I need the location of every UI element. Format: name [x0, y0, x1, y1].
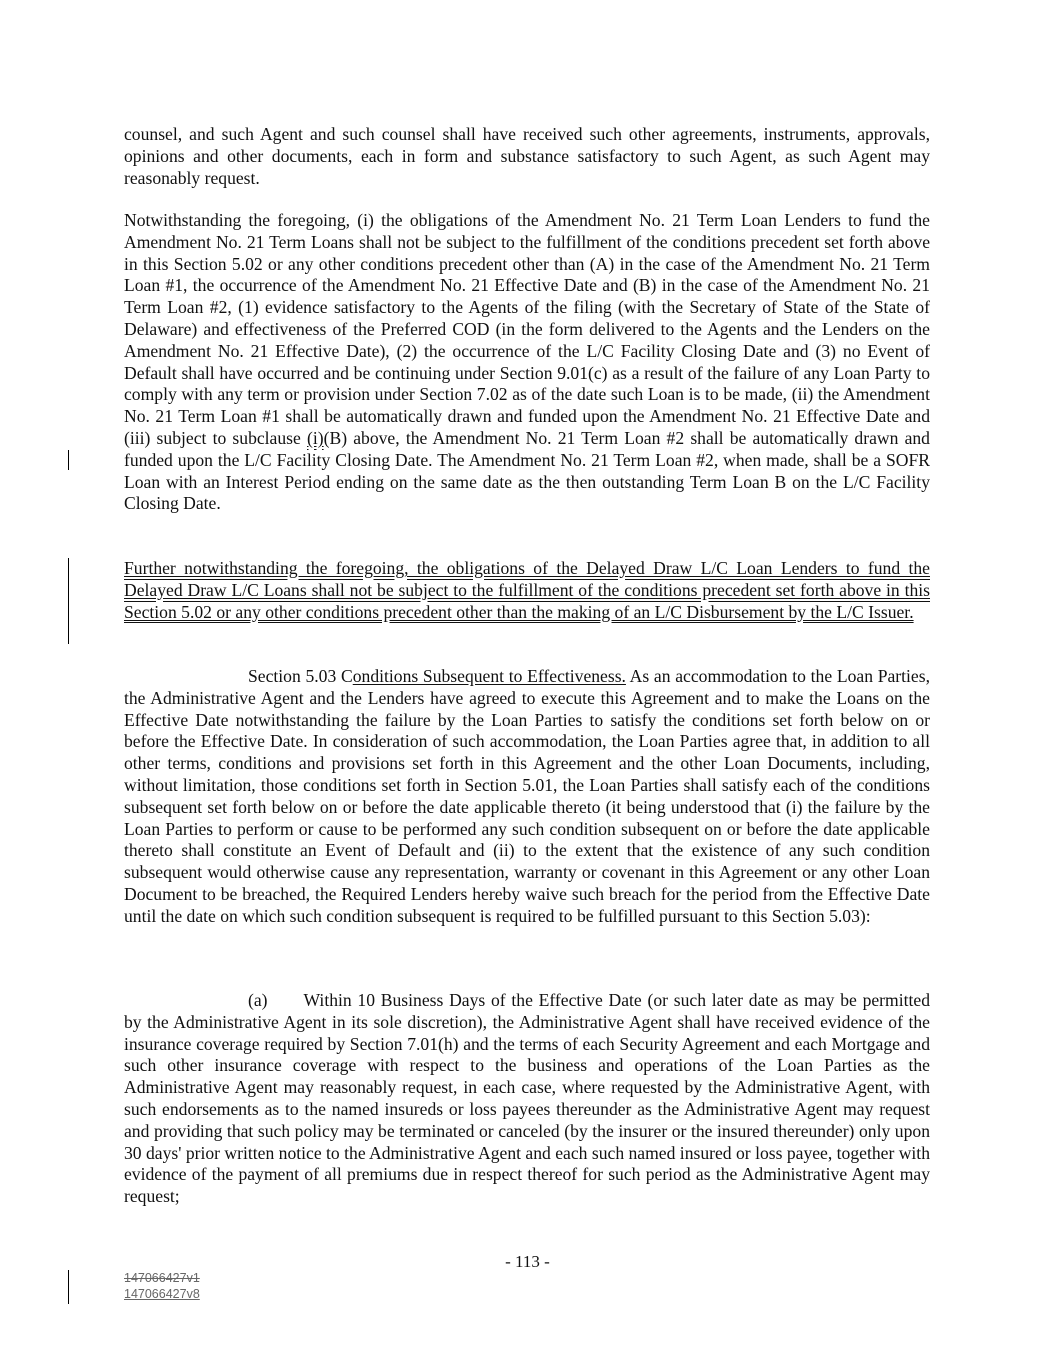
- doc-id-inserted: 147066427v8: [124, 1287, 200, 1301]
- clause-a-paragraph: [124, 990, 930, 1208]
- paragraph-counsel-continuation: counsel, and such Agent and such counsel shall have received such other agreements, instruments, approvals, opinions and other documents, each in form and substance satisfactory to such Agent, as such Agent may reasonably request.: [124, 124, 930, 188]
- paragraph-notwithstanding-part-a: Notwithstanding the foregoing, (i) the obligations of the Amendment No. 21 Term Loan Lenders to fund the Amendment No. 21 Term Loans shall not be subject to the fulfillment of the conditions precedent set forth above in this Section 5.02 or any other conditions precedent other than (A) in the case of the Amendment No. 21 Term Loan #1, the occurrence of the Amendment No. 21 Effective Date and (B) in the case of the Amendment No. 21 Term Loan #2, (1) evidence satisfactory to the Agents of the filing (with the Secretary of State of the State of Delaware) and effectiveness of the Preferred COD (in the form delivered to the Agents and the Lenders on the Amendment No. 21 Effective Date), (2) the occurrence of the L/C Facility Closing Date and (3) no Event of Default shall have occurred and be continuing under Section 9.01(c) as a result of the failure of any Loan Party to comply with any term or provision under Section 7.02 as of the date such Loan is to be made, (ii) the Amendment No. 21 Term Loan #1 shall be automatically drawn and funded upon the Amendment No. 21 Effective Date and (iii) subject to subclause: [124, 210, 930, 448]
- clause-a-text: Within 10 Business Days of the Effective Date (or such later date as may be permitted by the Administrative Agent in its sole discretion), the Administrative Agent shall have received evidence of the insurance coverage required by Section 7.01(h) and the terms of each Security Agreement and each Mortgage and such other insurance coverage with respect to the business and operations of the Loan Parties as the Administrative Agent may reasonably request, in each case, where requested by the Administrative Agent, with such endorsements as to the named insureds or loss payees thereunder as the Administrative Agent may request and providing that such policy may be terminated or canceled (by the insurer or the insured thereunder) only upon 30 days' prior written notice to the Administrative Agent and each such named insured or loss payee, together with evidence of the payment of all premiums due in respect thereof for such period as the Administrative Agent may request;: [124, 990, 930, 1207]
- section-5-03-text: As an accommodation to the Loan Parties, the Administrative Agent and the Lenders have agreed to execute this Agreement and to make the Loans on the Effective Date notwithstanding the failure by the Loan Parties to satisfy the conditions set forth below on or before the Effective Date. In consideration of such accommodation, the Loan Parties agree that, in addition to all other terms, conditions and provisions set forth in this Agreement and the other Loan Documents, including, without limitation, those conditions set forth in Section 5.01, the Loan Parties shall satisfy each of the conditions subsequent set forth below on or before the date applicable thereto (it being understood that (i) the failure by the Loan Parties to perform or cause to be performed any such condition subsequent on or before the date applicable thereto shall constitute an Event of Default and (ii) to the extent that the existence of any such condition subsequent would otherwise cause any representation, warranty or covenant in this Agreement or any other Loan Document to be breached, the Required Lenders hereby waive such breach for the period from the Effective Date until the date on which such condition subsequent is required to be fulfilled pursuant to this Section 5.03):: [124, 666, 930, 926]
- paragraph-notwithstanding-part-b: (B) above, the Amendment No. 21 Term Loan #2 shall be automatically drawn and funded upon the L/C Facility Closing Date. The Amendment No. 21 Term Loan #2, when made, shall be a SOFR Loan with an Interest Period ending on the same date as the then outstanding Term Loan B on the L/C Facility Closing Date.: [124, 427, 930, 514]
- section-heading: onditions Subsequent to Effectiveness.: [352, 666, 626, 686]
- paragraph-notwithstanding: [124, 210, 930, 515]
- section-number: Section 5.03: [248, 666, 337, 686]
- inserted-subclause-reference: (i): [307, 427, 324, 448]
- revision-change-bar: [68, 450, 69, 470]
- paragraph-inserted-delayed-draw: Further notwithstanding the foregoing, the obligations of the Delayed Draw L/C Loan Lenders to fund the Delayed Draw L/C Loans shall not be subject to the fulfillment of the conditions precedent set forth above in this Section 5.02 or any other conditions precedent other than the making of an L/C Disbursement by the L/C Issuer.: [124, 558, 930, 622]
- doc-id-deleted: 147066427v1: [124, 1271, 200, 1285]
- revision-change-bar: [68, 1270, 69, 1304]
- page-number: - 113 -: [505, 1252, 550, 1271]
- section-5-03-paragraph: [124, 666, 930, 928]
- clause-label: (a): [248, 990, 268, 1010]
- revision-change-bar: [68, 558, 69, 644]
- section-heading-first-letter: C: [340, 666, 353, 686]
